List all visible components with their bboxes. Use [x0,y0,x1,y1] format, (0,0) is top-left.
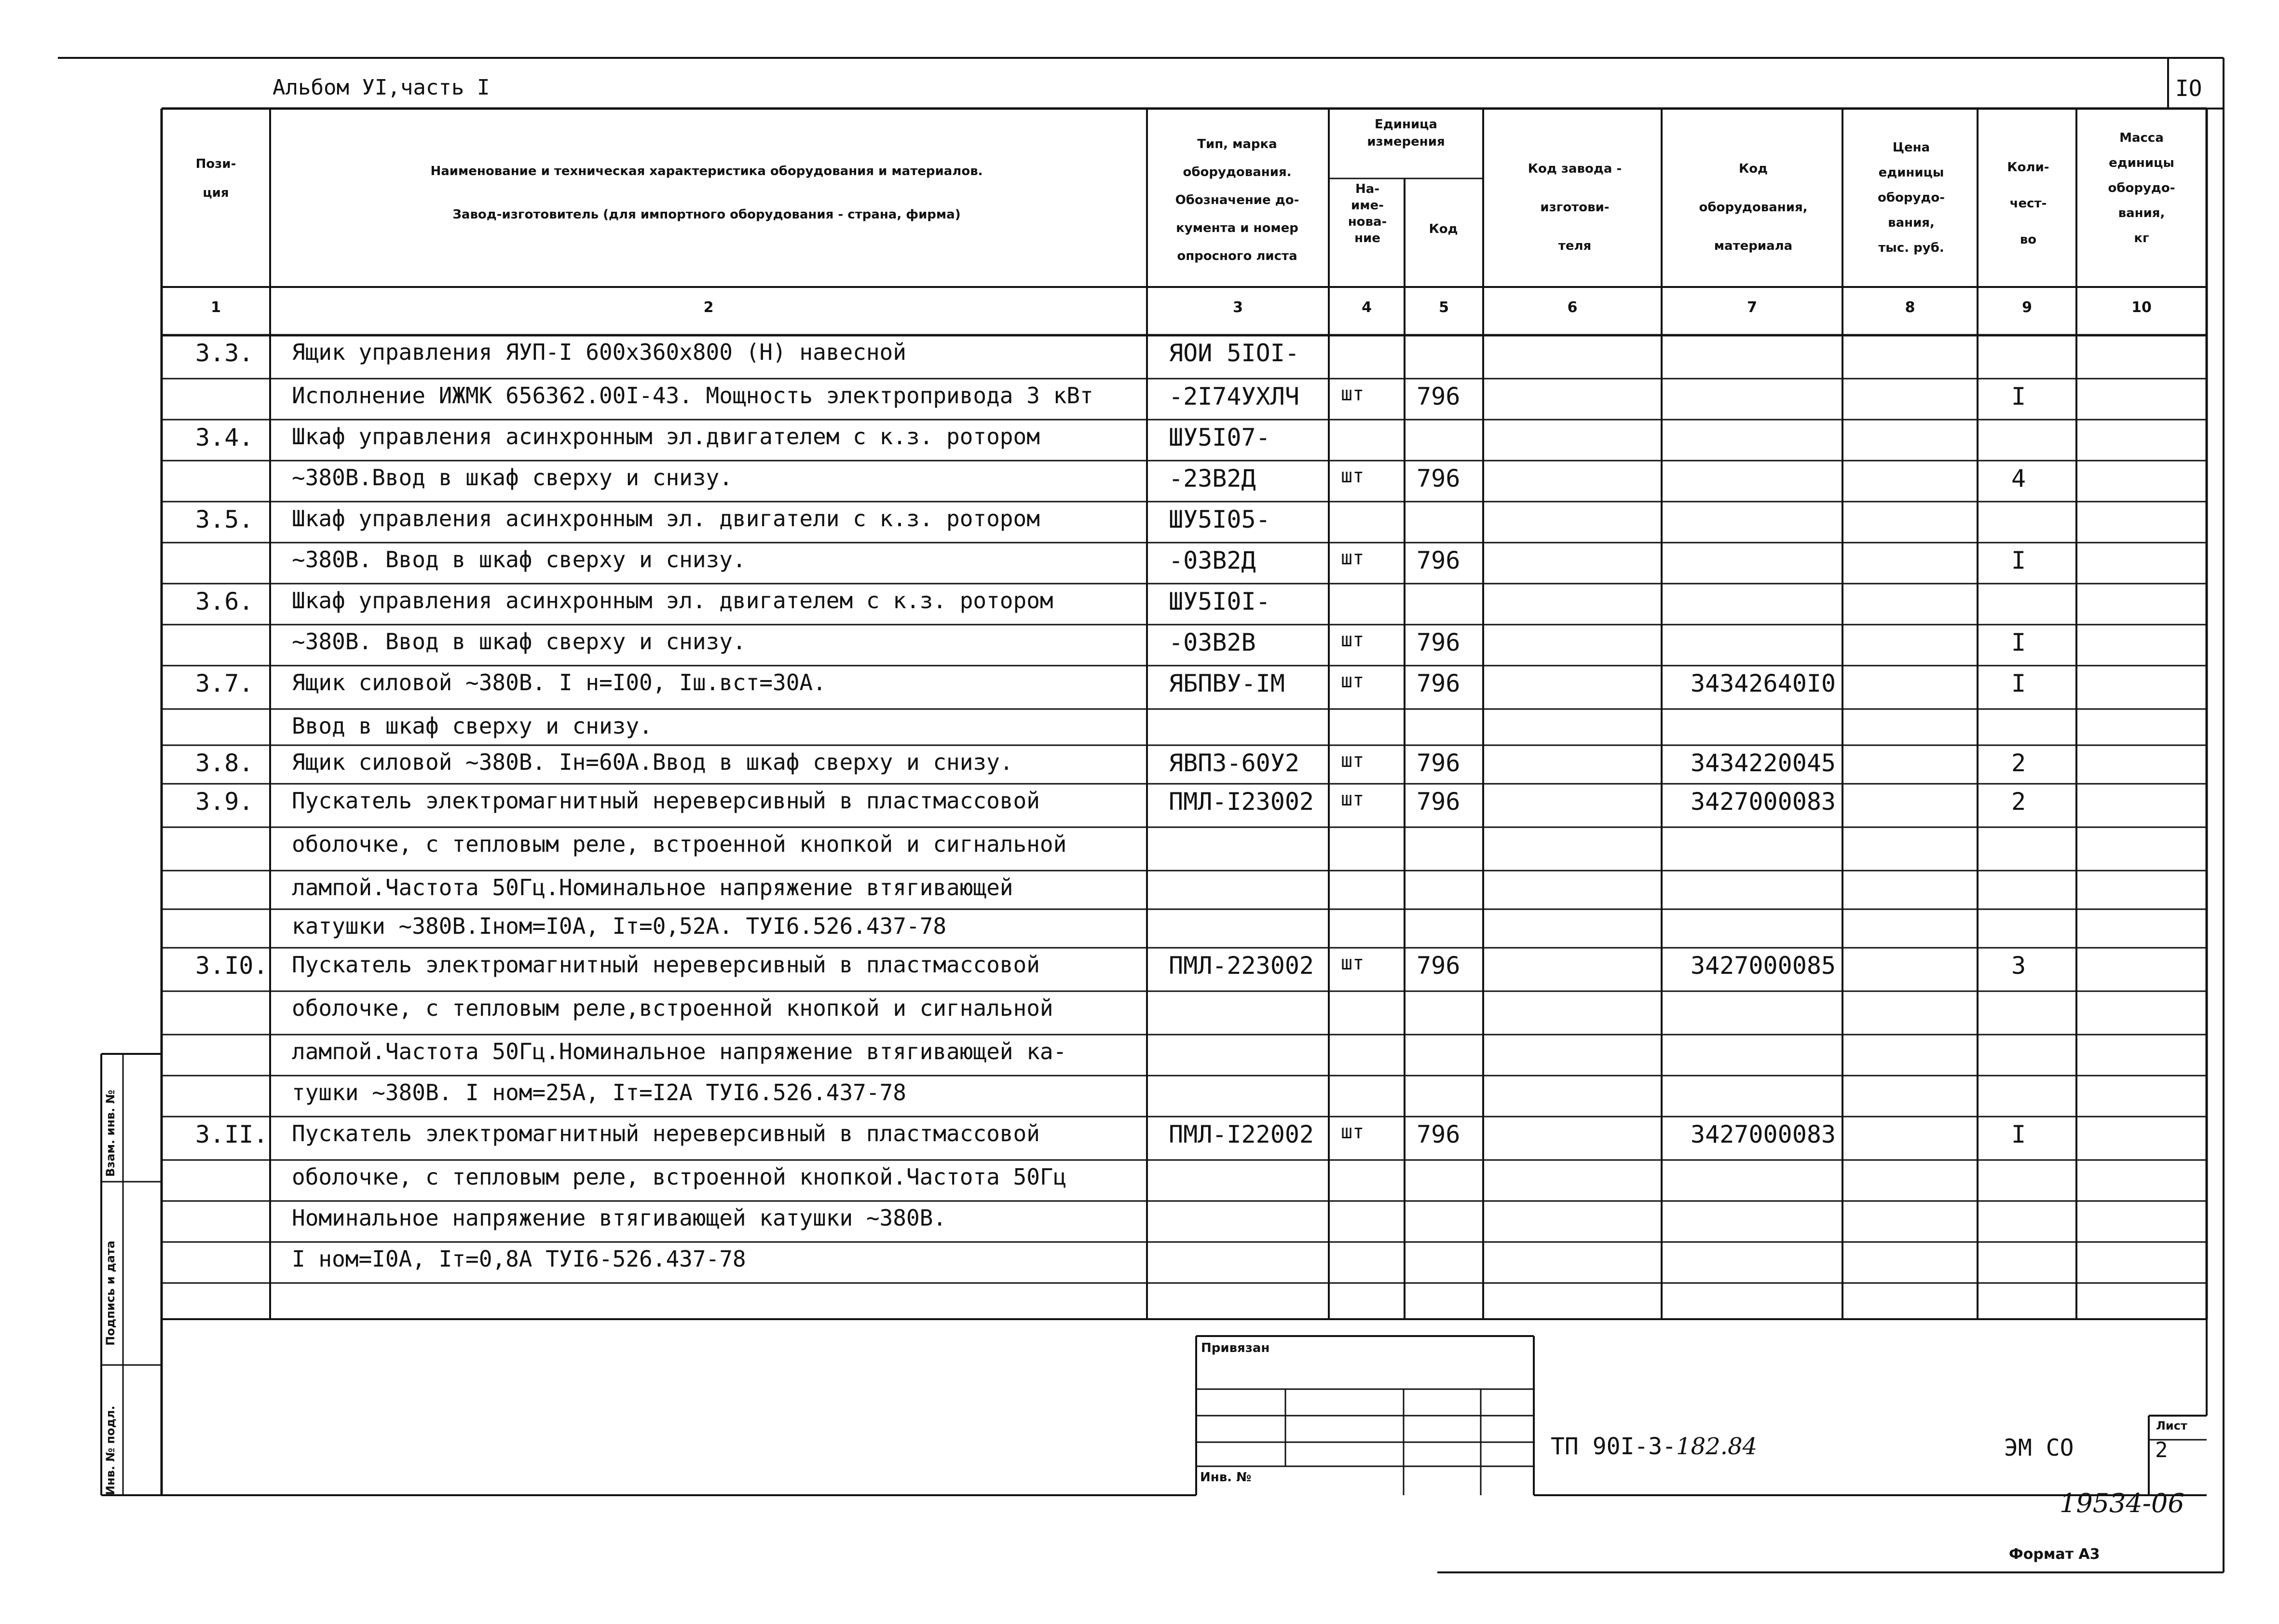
header-unit-name: На- име- нова- ние [1348,182,1387,246]
row-name: Номинальное напряжение втягивающей катушки ~380В. [292,1205,947,1231]
row-position: 3.9. [195,788,254,816]
column-number: 1 [211,299,221,316]
row-quantity: I [2011,546,2026,574]
row-unit-code: 796 [1417,952,1460,980]
format-label: Формат А3 [2009,1546,2100,1563]
stamp-privyazan: Привязан [1201,1341,1270,1355]
column-number: 8 [1905,299,1915,316]
row-type: -03В2В [1169,628,1256,656]
row-unit: шт [1341,952,1365,974]
row-equipment-code: 3427000085 [1691,952,1836,980]
stamp-sheet-label: Лист [2156,1419,2187,1433]
row-position: 3.3. [195,339,254,367]
row-equipment-code: 3427000083 [1691,788,1836,816]
row-type: ПМЛ-223002 [1169,952,1314,980]
row-name: оболочке, с тепловым реле, встроенной кнопкой.Частота 50Гц [292,1164,1067,1190]
row-unit-code: 796 [1417,546,1460,574]
row-type: ШУ5I07- [1169,423,1270,451]
row-quantity: I [2011,669,2026,697]
row-position: 3.I0. [195,952,268,980]
row-name: I ном=I0А, Iт=0,8А ТУI6-526.437-78 [292,1246,746,1272]
row-unit: шт [1341,1121,1365,1143]
row-name: Шкаф управления асинхронным эл. двигатели с к.з. ротором [292,505,1040,532]
side-label-replacement: Взам. инв. № [104,1090,117,1177]
row-position: 3.8. [195,749,254,777]
column-number: 2 [703,299,714,316]
header-position: Пози- ция [195,157,236,200]
row-type: ПМЛ-I23002 [1169,788,1314,816]
row-name: Шкаф управления асинхронным эл.двигателем с к.з. ротором [292,423,1040,450]
row-unit: шт [1341,383,1365,405]
row-unit-code: 796 [1417,788,1460,816]
row-name: Ввод в шкаф сверху и снизу. [292,713,653,739]
row-name: тушки ~380В. I ном=25А, Iт=I2А ТУI6.526.437-78 [292,1079,906,1105]
header-factory-code: Код завода - изготови- теля [1528,162,1622,253]
doc-code-printed: ТП 90I-3- [1551,1433,1677,1460]
row-quantity: I [2011,1120,2026,1148]
stamp-mark: ЭМ СО [2004,1434,2074,1461]
row-name: Ящик силовой ~380В. I н=I00, Iш.вст=30А. [292,669,826,696]
row-name: ~380В.Ввод в шкаф сверху и снизу. [292,464,733,491]
side-label-signature: Подпись и дата [104,1241,117,1346]
stamp-inv-no: Инв. № [1200,1470,1252,1485]
row-name: ~380В. Ввод в шкаф сверху и снизу. [292,628,746,655]
row-type: -2I74УХЛЧ [1169,382,1299,410]
row-unit-code: 796 [1417,382,1460,410]
page-number: IO [2175,75,2202,101]
row-quantity: 2 [2011,749,2026,777]
row-position: 3.7. [195,669,254,697]
row-name: Пускатель электромагнитный нереверсивный в пластмассовой [292,1120,1040,1146]
row-unit: шт [1341,629,1365,651]
row-unit: шт [1341,547,1365,569]
header-price: Цена единицы оборудо- вания, тыс. руб. [1877,140,1945,255]
stamp-sheet-number: 2 [2155,1438,2168,1462]
row-quantity: 3 [2011,952,2026,980]
album-label: Альбом УI,часть I [273,75,490,100]
row-position: 3.6. [195,587,254,615]
row-unit: шт [1341,465,1365,487]
column-number: 4 [1362,299,1372,316]
row-name: лампой.Частота 50Гц.Номинальное напряжение втягивающей ка- [292,1038,1067,1064]
row-name: Шкаф управления асинхронным эл. двигателем с к.з. ротором [292,587,1053,614]
handwritten-archive-number: 19534-06 [2060,1488,2184,1518]
row-unit: шт [1341,788,1365,810]
row-equipment-code: 3434220045 [1691,749,1836,777]
row-position: 3.4. [195,423,254,451]
row-type: -23В2Д [1169,464,1256,492]
doc-code-handwritten: 182.84 [1676,1433,1758,1460]
side-label-inv: Инв. № подл. [104,1406,117,1495]
header-type: Тип, марка оборудования. Обозначение до- кумента и номер опросного листа [1175,137,1299,263]
column-number: 5 [1439,299,1449,316]
header-qty: Коли- чест- во [2007,160,2049,247]
row-quantity: 4 [2011,464,2026,492]
row-equipment-code: 34342640I0 [1691,669,1836,697]
header-unit-code: Код [1429,222,1458,236]
header-mass: Масса единицы оборудо- вания, кг [2108,131,2175,246]
row-name: катушки ~380В.Iном=I0А, Iт=0,52А. ТУI6.526.437-78 [292,913,947,939]
row-name: Пускатель электромагнитный нереверсивный в пластмассовой [292,788,1040,814]
row-type: ЯБПВУ-IМ [1169,669,1285,697]
row-unit: шт [1341,670,1365,692]
row-name: ~380В. Ввод в шкаф сверху и снизу. [292,546,746,573]
row-unit-code: 796 [1417,669,1460,697]
row-unit-code: 796 [1417,1120,1460,1148]
column-number: 7 [1747,299,1757,316]
row-name: лампой.Частота 50Гц.Номинальное напряжение втягивающей [292,874,1013,901]
row-unit: шт [1341,750,1365,772]
column-number: 6 [1567,299,1578,316]
row-name: Пускатель электромагнитный нереверсивный в пластмассовой [292,952,1040,978]
row-quantity: I [2011,382,2026,410]
row-name: Ящик силовой ~380В. Iн=60А.Ввод в шкаф сверху и снизу. [292,749,1013,775]
row-position: 3.II. [195,1120,268,1148]
row-unit-code: 796 [1417,749,1460,777]
column-number: 10 [2131,299,2152,316]
header-unit: Единица измерения [1367,117,1445,149]
column-number: 9 [2022,299,2032,316]
row-equipment-code: 3427000083 [1691,1120,1836,1148]
header-equip-code: Код оборудования, материала [1699,162,1808,253]
row-unit-code: 796 [1417,628,1460,656]
row-position: 3.5. [195,505,254,533]
row-quantity: I [2011,628,2026,656]
column-number: 3 [1233,299,1243,316]
row-quantity: 2 [2011,788,2026,816]
stamp-doc-code [1551,1435,1757,1458]
row-type: ЯВПЗ-60У2 [1169,749,1299,777]
row-type: ШУ5I05- [1169,505,1270,533]
row-type: -03В2Д [1169,546,1256,574]
row-name: Исполнение ИЖМК 656362.00I-43. Мощность электропривода 3 кВт [292,382,1093,409]
row-name: оболочке, с тепловым реле, встроенной кнопкой и сигнальной [292,831,1067,857]
row-unit-code: 796 [1417,464,1460,492]
row-type: ЯОИ 5IOI- [1169,339,1299,367]
row-type: ШУ5I0I- [1169,587,1270,615]
row-name: Ящик управления ЯУП-I 600х360х800 (H) навесной [292,339,906,365]
row-type: ПМЛ-I22002 [1169,1120,1314,1148]
row-name: оболочке, с тепловым реле,встроенной кнопкой и сигнальной [292,995,1053,1021]
header-name: Наименование и техническая характеристика оборудования и материалов. Завод-изготовитель (для импортного оборудования - страна, фирма) [430,164,983,222]
